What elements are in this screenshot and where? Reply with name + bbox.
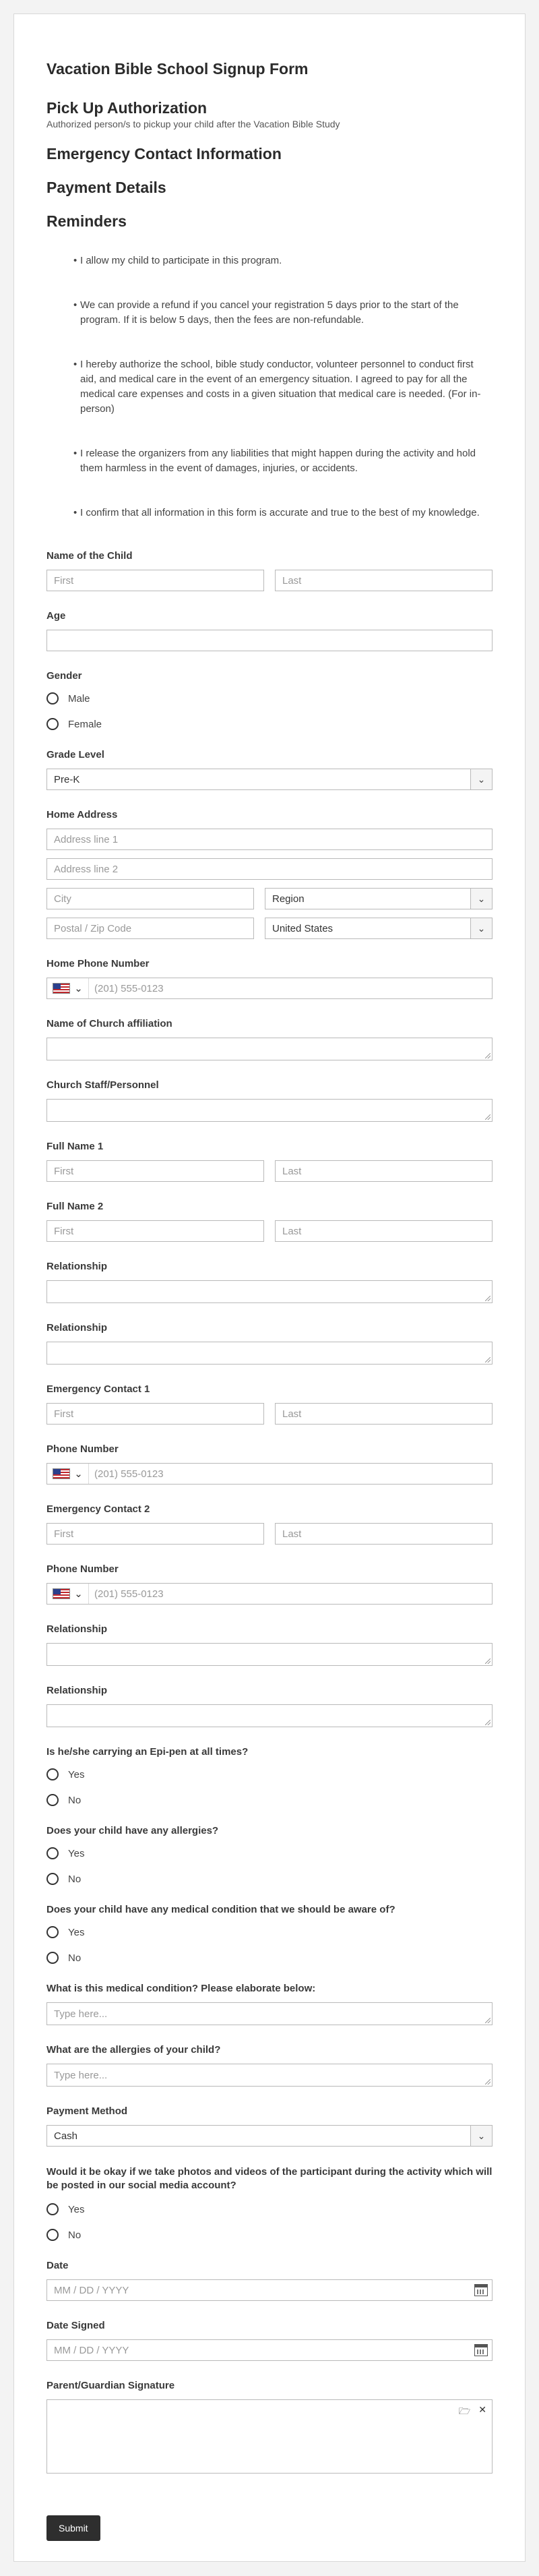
country-select[interactable]: United States ⌄ [265, 918, 493, 939]
section-emergency-title: Emergency Contact Information [46, 145, 282, 162]
allergies-what-label: What are the allergies of your child? [46, 2044, 221, 2056]
emergency1-first-input[interactable]: First [46, 1403, 264, 1425]
allergies-what-field [46, 2044, 493, 2087]
photos-field [46, 2165, 493, 2241]
relationship2-field [46, 1322, 493, 1365]
radio-circle-icon [46, 1768, 59, 1780]
chevron-down-icon: ⌄ [74, 983, 83, 994]
allergies-what-textarea[interactable]: Type here... [46, 2064, 493, 2087]
chevron-down-icon: ⌄ [470, 2126, 492, 2146]
address-label: Home Address [46, 809, 118, 820]
fullname1-field [46, 1141, 493, 1182]
allergies-field [46, 1825, 493, 1885]
medical-elaborate-field [46, 1983, 493, 2025]
address-field [46, 809, 493, 939]
phone-number-label: Phone Number [46, 1563, 119, 1575]
age-label: Age [46, 610, 66, 622]
relationship-label: Relationship [46, 1685, 108, 1696]
emergency2-field [46, 1503, 493, 1545]
date-input[interactable]: MM / DD / YYYY [46, 2279, 493, 2301]
staff-field [46, 1079, 493, 1122]
chevron-down-icon: ⌄ [470, 918, 492, 938]
chevron-down-icon: ⌄ [470, 769, 492, 789]
us-flag-icon [53, 983, 70, 994]
medical-yes-radio[interactable]: Yes [46, 1926, 493, 1938]
epipen-no-radio[interactable]: No [46, 1794, 493, 1806]
calendar-icon[interactable] [474, 2284, 488, 2296]
radio-circle-icon [46, 1794, 59, 1806]
church-field [46, 1018, 493, 1060]
payment-method-field [46, 2105, 493, 2147]
epipen-field [46, 1746, 493, 1806]
emergency2-label: Emergency Contact 2 [46, 1503, 150, 1515]
radio-circle-icon [46, 692, 59, 705]
relationship-label: Relationship [46, 1623, 108, 1635]
relationship4-textarea[interactable] [46, 1704, 493, 1727]
phone-number-label: Phone Number [46, 1443, 119, 1455]
medical-elaborate-textarea[interactable]: Type here... [46, 2002, 493, 2025]
home-phone-input[interactable]: ⌄ (201) 555-0123 [46, 978, 493, 999]
address-line2-input[interactable]: Address line 2 [46, 858, 493, 880]
emergency1-last-input[interactable]: Last [275, 1403, 493, 1425]
city-input[interactable]: City [46, 888, 254, 909]
photos-no-radio[interactable]: No [46, 2229, 493, 2241]
gender-field [46, 670, 493, 730]
gender-female-radio[interactable]: Female [46, 718, 493, 730]
photos-yes-radio[interactable]: Yes [46, 2203, 493, 2215]
grade-field [46, 749, 493, 790]
fullname2-last-input[interactable]: Last [275, 1220, 493, 1242]
section-pickup-title: Pick Up Authorization [46, 99, 208, 117]
child-name-label: Name of the Child [46, 550, 133, 562]
relationship1-textarea[interactable] [46, 1280, 493, 1303]
emergency2-first-input[interactable]: First [46, 1523, 264, 1545]
child-first-name-input[interactable]: First [46, 570, 264, 591]
country-code-dropdown[interactable] [47, 1464, 89, 1484]
us-flag-icon [53, 1468, 70, 1479]
payment-method-select[interactable]: Cash ⌄ [46, 2125, 493, 2147]
submit-button[interactable]: Submit [46, 2515, 100, 2541]
allergies-yes-radio[interactable]: Yes [46, 1847, 493, 1859]
reminder-item: • I allow my child to participate in this program. [73, 253, 493, 268]
form-title: Vacation Bible School Signup Form [46, 60, 309, 78]
region-select[interactable]: Region ⌄ [265, 888, 493, 909]
reminders-list [46, 253, 493, 520]
fullname2-first-input[interactable]: First [46, 1220, 264, 1242]
date-signed-input[interactable]: MM / DD / YYYY [46, 2339, 493, 2361]
emergency1-phone-field [46, 1443, 493, 1485]
form-card [13, 13, 526, 2562]
home-phone-label: Home Phone Number [46, 958, 150, 969]
age-field [46, 610, 493, 651]
photos-label: Would it be okay if we take photos and videos of the participant during the activity which will be posted in our social media account? [46, 2166, 493, 2191]
radio-circle-icon [46, 2203, 59, 2215]
radio-circle-icon [46, 1847, 59, 1859]
date-label: Date [46, 2260, 69, 2271]
chevron-down-icon: ⌄ [470, 889, 492, 909]
emergency1-field [46, 1383, 493, 1425]
fullname1-label: Full Name 1 [46, 1141, 104, 1152]
epipen-yes-radio[interactable]: Yes [46, 1768, 493, 1780]
medical-no-radio[interactable]: No [46, 1952, 493, 1964]
signature-pad[interactable] [46, 2399, 493, 2474]
medical-elaborate-label: What is this medical condition? Please elaborate below: [46, 1983, 316, 1994]
radio-circle-icon [46, 1873, 59, 1885]
address-line1-input[interactable]: Address line 1 [46, 829, 493, 850]
emergency1-phone-input[interactable]: ⌄ (201) 555-0123 [46, 1463, 493, 1485]
upload-folder-icon[interactable]: 🗁 [458, 2405, 471, 2416]
allergies-no-radio[interactable]: No [46, 1873, 493, 1885]
us-flag-icon [53, 1588, 70, 1599]
gender-label: Gender [46, 670, 82, 682]
reminder-item: • I hereby authorize the school, bible study conductor, volunteer personnel to conduct first aid, and medical care in the event of an emergency situation. I agreed to pay for all the medical care expenses and costs in a given situation that medical care is needed. (For in-person) [73, 357, 493, 417]
child-last-name-input[interactable]: Last [275, 570, 493, 591]
date-signed-label: Date Signed [46, 2320, 105, 2331]
epipen-label: Is he/she carrying an Epi-pen at all times? [46, 1746, 249, 1758]
grade-select[interactable]: Pre-K ⌄ [46, 769, 493, 790]
radio-circle-icon [46, 718, 59, 730]
chevron-down-icon: ⌄ [74, 1588, 83, 1600]
section-payment-title: Payment Details [46, 179, 166, 196]
staff-textarea[interactable] [46, 1099, 493, 1122]
emergency2-last-input[interactable]: Last [275, 1523, 493, 1545]
relationship4-field [46, 1685, 493, 1727]
relationship-label: Relationship [46, 1322, 108, 1334]
fullname2-label: Full Name 2 [46, 1201, 104, 1212]
payment-method-label: Payment Method [46, 2105, 128, 2117]
emergency1-label: Emergency Contact 1 [46, 1383, 150, 1395]
signature-label: Parent/Guardian Signature [46, 2380, 175, 2391]
home-phone-field [46, 958, 493, 999]
reminder-item: • I release the organizers from any liabilities that might happen during the activity and hold them harmless in the event of damages, injuries, or accidents. [73, 446, 493, 476]
relationship-label: Relationship [46, 1261, 108, 1272]
country-code-dropdown[interactable] [47, 978, 89, 998]
fullname1-first-input[interactable]: First [46, 1160, 264, 1182]
fullname1-last-input[interactable]: Last [275, 1160, 493, 1182]
gender-male-radio[interactable]: Male [46, 692, 493, 705]
postal-input[interactable]: Postal / Zip Code [46, 918, 254, 939]
allergies-label: Does your child have any allergies? [46, 1825, 219, 1836]
country-code-dropdown[interactable] [47, 1584, 89, 1604]
medical-label: Does your child have any medical condition that we should be aware of? [46, 1904, 395, 1915]
section-reminders-title: Reminders [46, 212, 127, 230]
child-name-field [46, 550, 493, 591]
clear-close-icon[interactable]: ✕ [478, 2404, 486, 2415]
staff-label: Church Staff/Personnel [46, 1079, 159, 1091]
emergency2-phone-field [46, 1563, 493, 1605]
date-field [46, 2260, 493, 2301]
section-pickup-subtitle: Authorized person/s to pickup your child after the Vacation Bible Study [46, 119, 340, 129]
radio-circle-icon [46, 1952, 59, 1964]
medical-field [46, 1904, 493, 1964]
reminder-item: • I confirm that all information in this form is accurate and true to the best of my knowledge. [73, 506, 493, 520]
church-label: Name of Church affiliation [46, 1018, 172, 1029]
reminder-item: • We can provide a refund if you cancel your registration 5 days prior to the start of the program. If it is below 5 days, then the fees are non-refundable. [73, 298, 493, 328]
grade-label: Grade Level [46, 749, 104, 760]
fullname2-field [46, 1201, 493, 1242]
relationship2-textarea[interactable] [46, 1342, 493, 1365]
relationship1-field [46, 1261, 493, 1303]
date-signed-field [46, 2320, 493, 2361]
relationship3-field [46, 1623, 493, 1666]
calendar-icon[interactable] [474, 2344, 488, 2356]
radio-circle-icon [46, 1926, 59, 1938]
radio-circle-icon [46, 2229, 59, 2241]
age-input[interactable] [46, 630, 493, 651]
signature-field [46, 2380, 493, 2474]
relationship3-textarea[interactable] [46, 1643, 493, 1666]
church-textarea[interactable] [46, 1038, 493, 1060]
emergency2-phone-input[interactable]: ⌄ (201) 555-0123 [46, 1583, 493, 1605]
chevron-down-icon: ⌄ [74, 1468, 83, 1480]
